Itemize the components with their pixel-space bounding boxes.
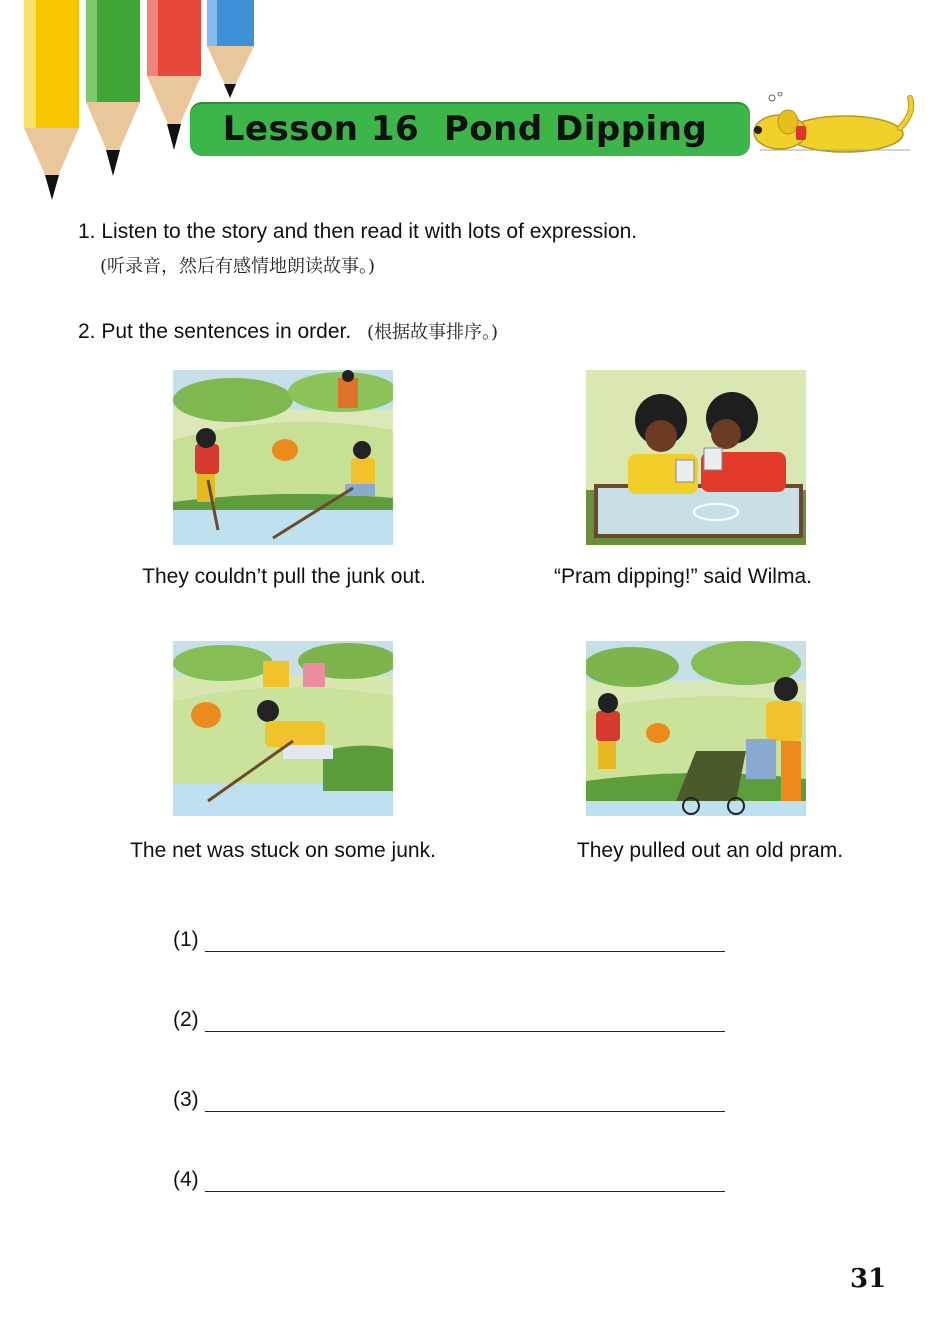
story-picture-4 xyxy=(586,641,806,816)
green-pencil-icon xyxy=(86,0,140,176)
story-picture-2 xyxy=(586,370,806,545)
dog-icon xyxy=(750,92,920,158)
instruction-1: 1. Listen to the story and then read it with lots of expression. xyxy=(78,220,638,243)
story-picture-3 xyxy=(173,641,393,816)
page-number: 31 xyxy=(850,1264,887,1294)
answer-line-4[interactable] xyxy=(173,1162,733,1192)
yellow-pencil-icon xyxy=(24,0,79,200)
caption-1: They couldn’t pull the junk out. xyxy=(142,565,426,588)
blue-pencil-icon xyxy=(207,0,254,98)
story-picture-1 xyxy=(173,370,393,545)
caption-3: The net was stuck on some junk. xyxy=(130,839,436,862)
answer-label: (4) xyxy=(173,1168,199,1191)
answer-line-3[interactable] xyxy=(173,1082,733,1112)
caption-2: “Pram dipping!” said Wilma. xyxy=(554,565,812,588)
answer-blank[interactable] xyxy=(205,929,725,952)
answer-label: (2) xyxy=(173,1008,199,1031)
page-title: Lesson 16 Pond Dipping xyxy=(222,109,708,149)
answer-label: (3) xyxy=(173,1088,199,1111)
caption-4: They pulled out an old pram. xyxy=(576,839,844,862)
answer-blank[interactable] xyxy=(205,1009,725,1032)
answer-line-2[interactable] xyxy=(173,1002,733,1032)
lesson-title-banner xyxy=(190,102,750,156)
instruction-2-chinese: (根据故事排序。) xyxy=(367,322,499,343)
answer-blank[interactable] xyxy=(205,1089,725,1112)
instruction-2-text: 2. Put the sentences in order. xyxy=(78,320,352,343)
instruction-1-chinese: (听录音，然后有感情地朗读故事。) xyxy=(100,256,376,277)
answer-blank[interactable] xyxy=(205,1169,725,1192)
answer-label: (1) xyxy=(173,928,199,951)
answer-line-1[interactable] xyxy=(173,922,733,952)
instruction-2 xyxy=(78,318,498,344)
